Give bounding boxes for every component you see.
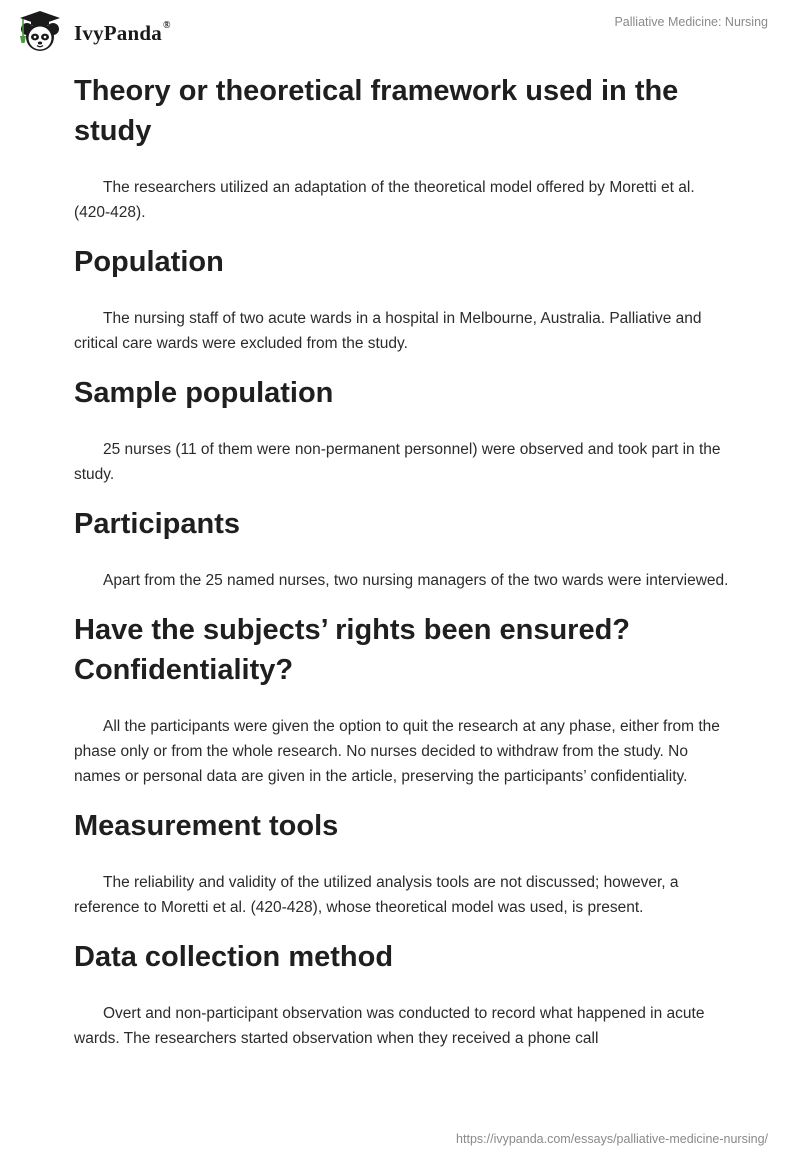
section-heading: Participants xyxy=(74,508,240,540)
panda-graduate-icon xyxy=(16,9,68,53)
document-title: Palliative Medicine: Nursing xyxy=(614,15,768,29)
section-paragraph: Apart from the 25 named nurses, two nursing managers of the two wards were interviewed. xyxy=(103,572,729,589)
section-heading: Sample population xyxy=(74,377,334,409)
section-paragraph: The nursing staff of two acute wards in a hospital in Melbourne, Australia. Palliative and critical care wards were excluded from the study. xyxy=(74,310,702,352)
section-paragraph: 25 nurses (11 of them were non-permanent personnel) were observed and took part in the study. xyxy=(74,441,721,483)
essay-content xyxy=(74,68,730,1051)
source-url[interactable]: https://ivypanda.com/essays/palliative-medicine-nursing/ xyxy=(456,1132,768,1146)
section-heading: Have the subjects’ rights been ensured? Confidentiality? xyxy=(74,614,630,686)
section-heading: Data collection method xyxy=(74,941,394,973)
section-paragraph: Overt and non-participant observation was conducted to record what happened in acute wards. The researchers started observation when they received a phone call xyxy=(74,1005,705,1047)
page-header xyxy=(0,0,800,70)
ivypanda-logo[interactable] xyxy=(16,9,171,53)
section-paragraph: All the participants were given the option to quit the research at any phase, either from the phase only or from the whole research. No nurses decided to withdraw from the study. No names or personal data are given in the article, preserving the participants’ confidentiality. xyxy=(74,718,720,785)
section-heading: Measurement tools xyxy=(74,810,339,842)
section-heading: Theory or theoretical framework used in the study xyxy=(74,75,679,147)
section-heading: Population xyxy=(74,246,224,278)
section-paragraph: The reliability and validity of the utilized analysis tools are not discussed; however, a reference to Moretti et al. (420-428), whose theoretical model was used, is present. xyxy=(74,874,679,916)
section-paragraph: The researchers utilized an adaptation of the theoretical model offered by Moretti et al. (420-428). xyxy=(74,179,695,221)
brand-name: IvyPanda® xyxy=(74,19,171,45)
